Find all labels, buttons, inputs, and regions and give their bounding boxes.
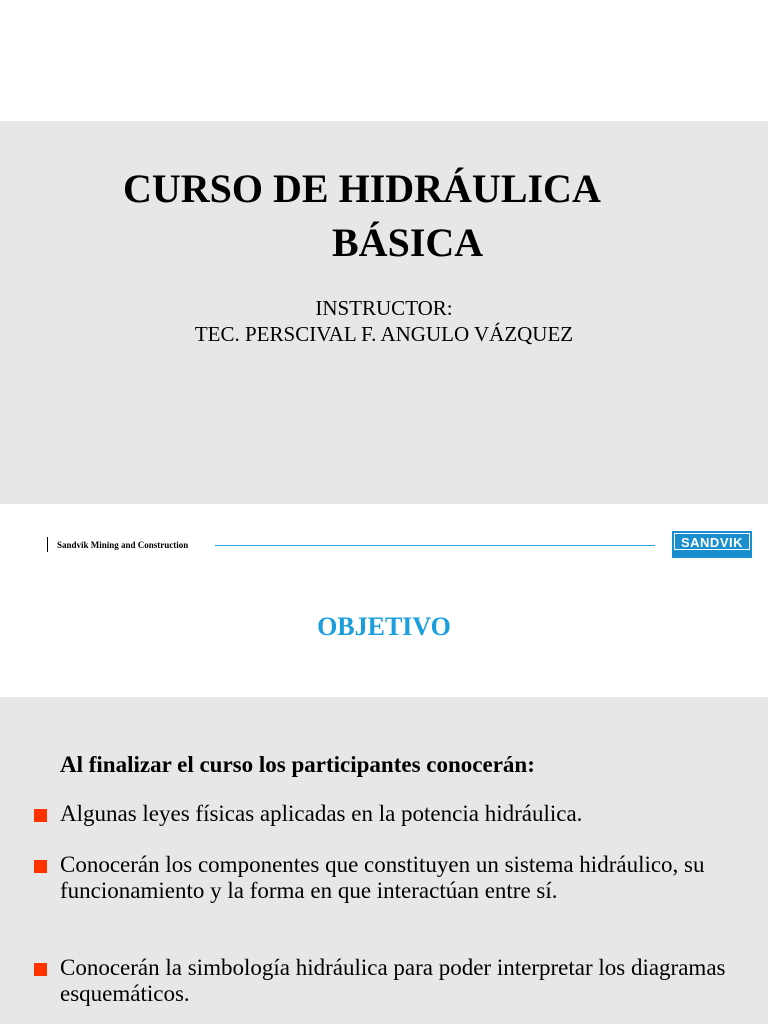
- instructor-name: TEC. PERSCIVAL F. ANGULO VÁZQUEZ: [194, 322, 574, 346]
- logo-frame: [674, 533, 750, 550]
- objective-slide: [0, 697, 768, 1024]
- sandvik-logo: [672, 531, 752, 558]
- header-divider: [215, 545, 655, 546]
- slide-header: [0, 504, 768, 697]
- company-name: Sandvik Mining and Construction: [57, 540, 189, 550]
- bullet-text: Conocerán los componentes que constituyen un sistema hidráulico, su funcionamiento y la forma en que interactúan entre sí.: [60, 852, 705, 903]
- bullet-square-icon: [34, 809, 47, 822]
- course-title-line-1: CURSO DE HIDRÁULICA: [123, 166, 601, 211]
- course-title-line-2: BÁSICA: [332, 220, 484, 265]
- bullet-text: Algunas leyes físicas aplicadas en la potencia hidráulica.: [60, 801, 583, 826]
- header-tick-mark: [47, 537, 48, 552]
- bullet-square-icon: [34, 963, 47, 976]
- title-slide: [0, 121, 768, 504]
- bullet-text: Conocerán la simbología hidráulica para poder interpretar los diagramas esquemáticos.: [60, 955, 726, 1006]
- instructor-label: INSTRUCTOR:: [315, 296, 453, 320]
- objective-lead: Al finalizar el curso los participantes conocerán:: [60, 752, 535, 777]
- bullet-square-icon: [34, 860, 47, 873]
- section-title: OBJETIVO: [317, 612, 451, 641]
- logo-text: SANDVIK: [680, 535, 743, 550]
